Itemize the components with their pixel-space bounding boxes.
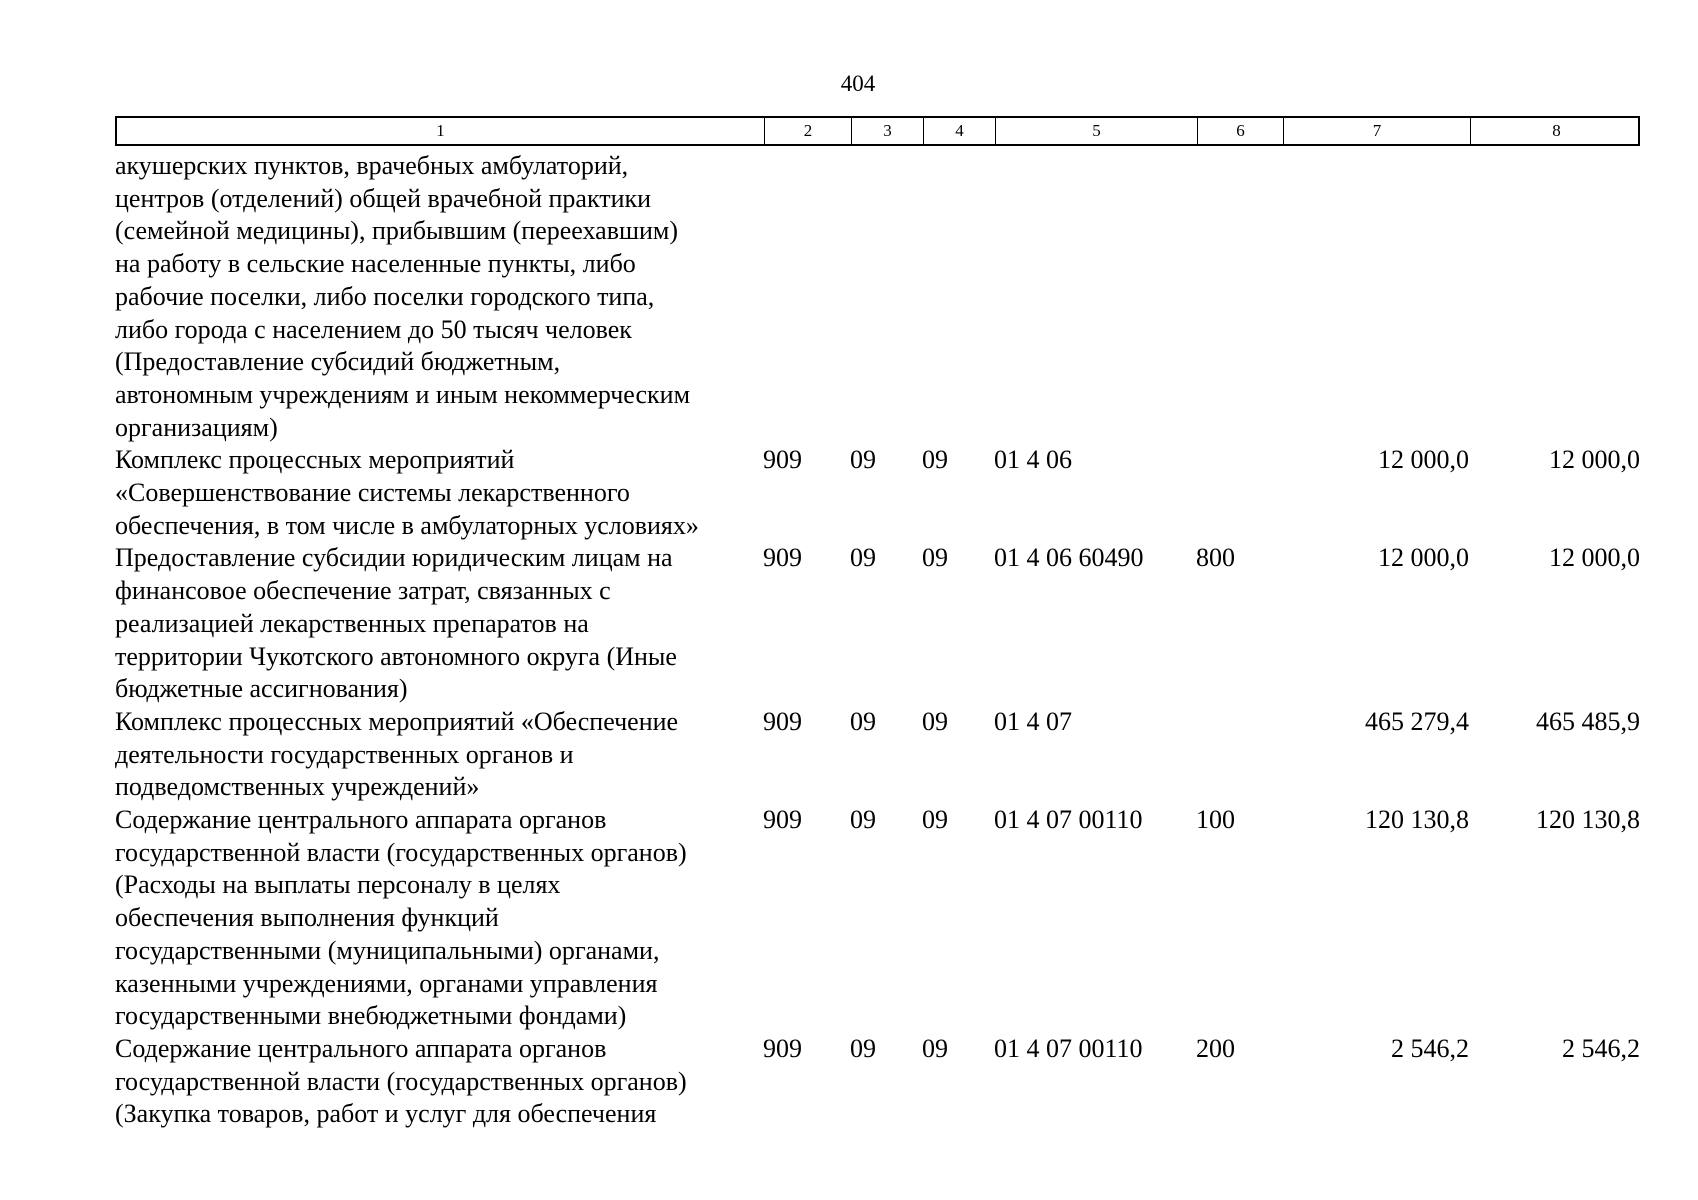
row-expense-type: 200 xyxy=(1196,1033,1235,1063)
row-subsection: 09 xyxy=(922,805,948,835)
table-header xyxy=(115,116,1640,146)
row-expense-type: 800 xyxy=(1196,543,1235,573)
header-col-8: 8 xyxy=(1552,121,1561,140)
row-amount-8: 12 000,0 xyxy=(1549,445,1640,475)
row-section: 09 xyxy=(850,1033,876,1063)
row-amount-7: 12 000,0 xyxy=(1378,445,1469,475)
header-col-4: 4 xyxy=(924,118,996,144)
table-row xyxy=(115,706,1640,804)
row-subsection xyxy=(922,150,994,444)
row-subsection: 09 xyxy=(922,543,948,573)
row-amount-7: 120 130,8 xyxy=(1365,805,1469,835)
row-section xyxy=(850,150,922,444)
row-name: Комплекс процессных мероприятий «Совершенствование системы лекарственного обеспечения, в том числе в амбулаторных условиях» xyxy=(115,445,699,540)
table-row xyxy=(115,150,1640,444)
row-admin-code: 909 xyxy=(763,543,802,573)
row-target-article: 01 4 07 xyxy=(994,706,1072,736)
row-target-article: 01 4 06 xyxy=(994,445,1072,475)
table-row xyxy=(115,804,1640,1033)
row-expense-type xyxy=(1196,706,1282,804)
row-section: 09 xyxy=(850,805,876,835)
row-section: 09 xyxy=(850,445,876,475)
row-admin-code: 909 xyxy=(763,706,802,736)
row-amount-8 xyxy=(1469,150,1640,444)
row-admin-code: 909 xyxy=(763,1033,802,1063)
row-amount-8: 2 546,2 xyxy=(1562,1033,1640,1063)
row-target-article: 01 4 07 00110 xyxy=(994,1033,1143,1063)
row-target-article: 01 4 06 60490 xyxy=(994,543,1144,573)
row-expense-type xyxy=(1196,444,1282,542)
header-col-7: 7 xyxy=(1284,118,1471,144)
row-admin-code: 909 xyxy=(763,445,802,475)
table-row xyxy=(115,1033,1640,1131)
row-section: 09 xyxy=(850,543,876,573)
table-row xyxy=(115,542,1640,706)
row-name: Предоставление субсидии юридическим лицам на финансовое обеспечение затрат, связанных с реализацией лекарственных препаратов на территории Чукотского автономного округа (Иные бюджетные ассигнования) xyxy=(115,543,677,704)
row-amount-8: 465 485,9 xyxy=(1536,706,1640,736)
table-row xyxy=(115,444,1640,542)
row-target-article xyxy=(994,150,1196,444)
row-name: Содержание центрального аппарата органов государственной власти (государственных органов) (Расходы на выплаты персоналу в целях обеспечения выполнения функций государственными (муниципальными) органами, казенными учреждениями, органами управления государственными внебюджетными фондами) xyxy=(115,805,687,1031)
row-admin-code: 909 xyxy=(763,805,802,835)
header-col-3: 3 xyxy=(852,118,924,144)
page-number: 404 xyxy=(840,71,876,96)
row-name: акушерских пунктов, врачебных амбулаторий, центров (отделений) общей врачебной практики (семейной медицины), прибывшим (переехавшим) на работу в сельские населенные пункты, либо рабочие поселки, либо поселки городского типа, либо города с населением до 50 тысяч человек (Предоставление субсидий бюджетным, автономным учреждениям и иным некоммерческим организациям) xyxy=(115,151,691,442)
row-amount-7: 12 000,0 xyxy=(1378,543,1469,573)
row-amount-8: 12 000,0 xyxy=(1549,543,1640,573)
header-col-5: 5 xyxy=(996,118,1198,144)
row-subsection: 09 xyxy=(922,1033,948,1063)
row-amount-7: 465 279,4 xyxy=(1365,706,1469,736)
row-expense-type: 100 xyxy=(1196,805,1235,835)
row-admin-code xyxy=(763,150,850,444)
row-amount-8: 120 130,8 xyxy=(1536,805,1640,835)
row-target-article: 01 4 07 00110 xyxy=(994,805,1143,835)
header-col-1: 1 xyxy=(117,118,765,144)
row-subsection: 09 xyxy=(922,706,948,736)
row-expense-type xyxy=(1196,150,1282,444)
header-col-2: 2 xyxy=(765,118,852,144)
row-name: Содержание центрального аппарата органов государственной власти (государственных органов) (Закупка товаров, работ и услуг для обеспечения xyxy=(115,1033,687,1129)
row-subsection: 09 xyxy=(922,445,948,475)
row-amount-7: 2 546,2 xyxy=(1391,1033,1469,1063)
header-col-6: 6 xyxy=(1198,118,1284,144)
row-section: 09 xyxy=(850,706,876,736)
row-amount-7 xyxy=(1282,150,1469,444)
table-body xyxy=(115,150,1640,1131)
row-name: Комплекс процессных мероприятий «Обеспечение деятельности государственных органов и подведомственных учреждений» xyxy=(115,706,679,802)
